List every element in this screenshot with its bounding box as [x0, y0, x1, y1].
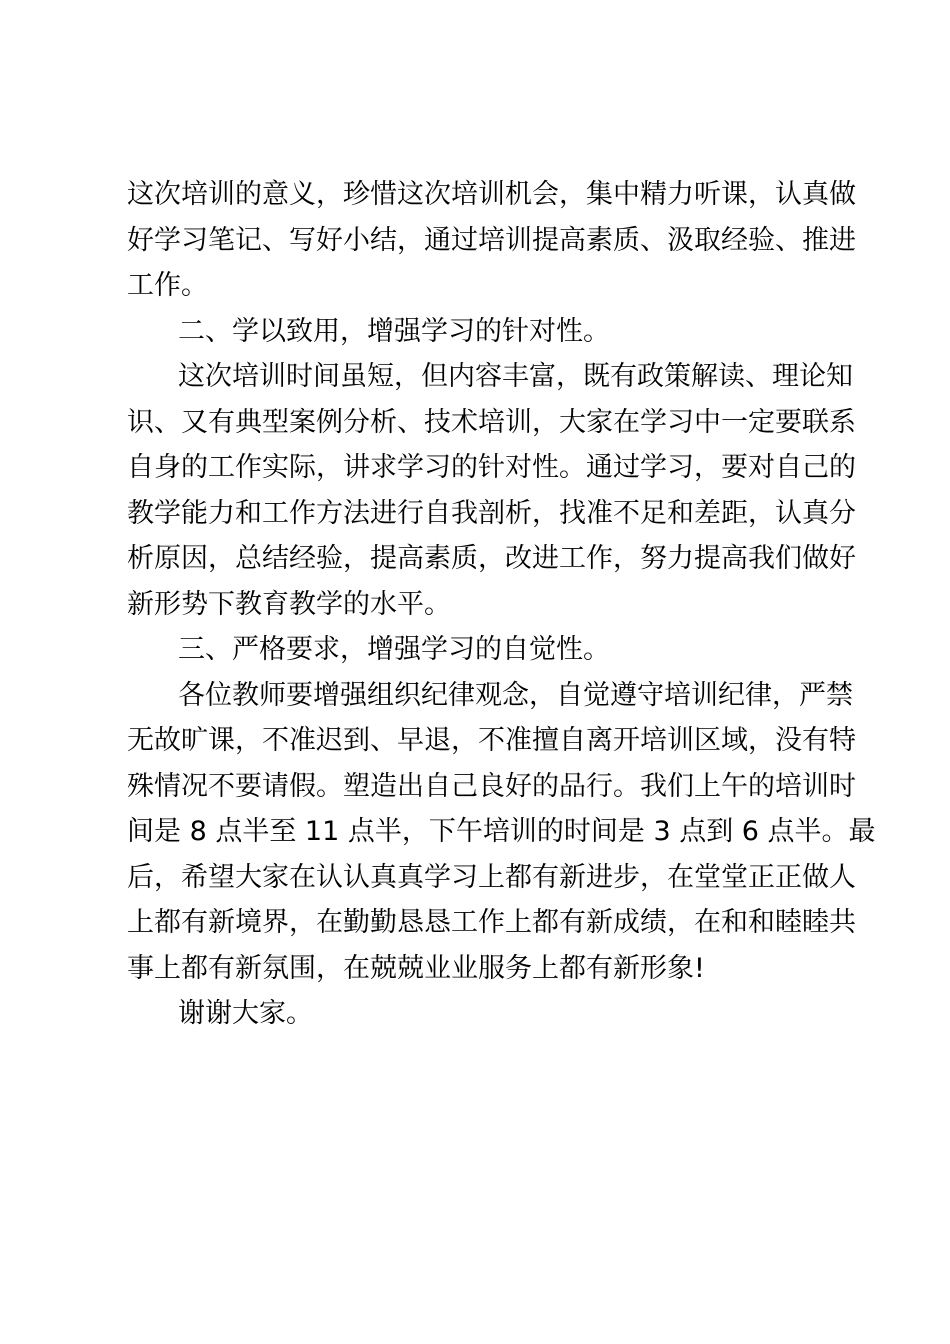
- text-line: 这次培训时间虽短，但内容丰富，既有政策解读、理论知: [178, 361, 853, 392]
- text-line: 新形势下教育教学的水平。: [127, 588, 451, 620]
- text-line: 自身的工作实际，讲求学习的针对性。通过学习，要对自己的: [127, 452, 856, 483]
- text-line: 识、又有典型案例分析、技术培训，大家在学习中一定要联系: [127, 406, 856, 438]
- text-line: 工作。: [127, 270, 208, 301]
- text-line: 析原因，总结经验，提高素质，改进工作，努力提高我们做好: [127, 543, 856, 574]
- section-heading-3: 三、严格要求，增强学习的自觉性。: [178, 634, 610, 665]
- text-line: 后，希望大家在认认真真学习上都有新进步，在堂堂正正做人: [127, 861, 856, 893]
- closing-line: 谢谢大家。: [178, 998, 313, 1029]
- text-line: 好学习笔记、写好小结，通过培训提高素质、汲取经验、推进: [127, 224, 856, 256]
- text-line: 殊情况不要请假。塑造出自己良好的品行。我们上午的培训时: [127, 770, 856, 802]
- text-line: 事上都有新氛围，在兢兢业业服务上都有新形象!: [127, 952, 705, 984]
- text-line: 这次培训的意义，珍惜这次培训机会，集中精力听课，认真做: [127, 179, 856, 210]
- body-text: [127, 172, 876, 1037]
- text-line: 间是 8 点半至 11 点半，下午培训的时间是 3 点到 6 点半。最: [127, 816, 876, 847]
- text-line: 教学能力和工作方法进行自我剖析，找准不足和差距，认真分: [127, 497, 856, 529]
- text-line: 无故旷课，不准迟到、早退，不准擅自离开培训区域，没有特: [127, 725, 856, 756]
- text-line: 各位教师要增强组织纪律观念，自觉遵守培训纪律，严禁: [178, 679, 853, 711]
- text-line: 上都有新境界，在勤勤恳恳工作上都有新成绩，在和和睦睦共: [127, 907, 856, 938]
- section-heading-2: 二、学以致用，增强学习的针对性。: [178, 315, 610, 347]
